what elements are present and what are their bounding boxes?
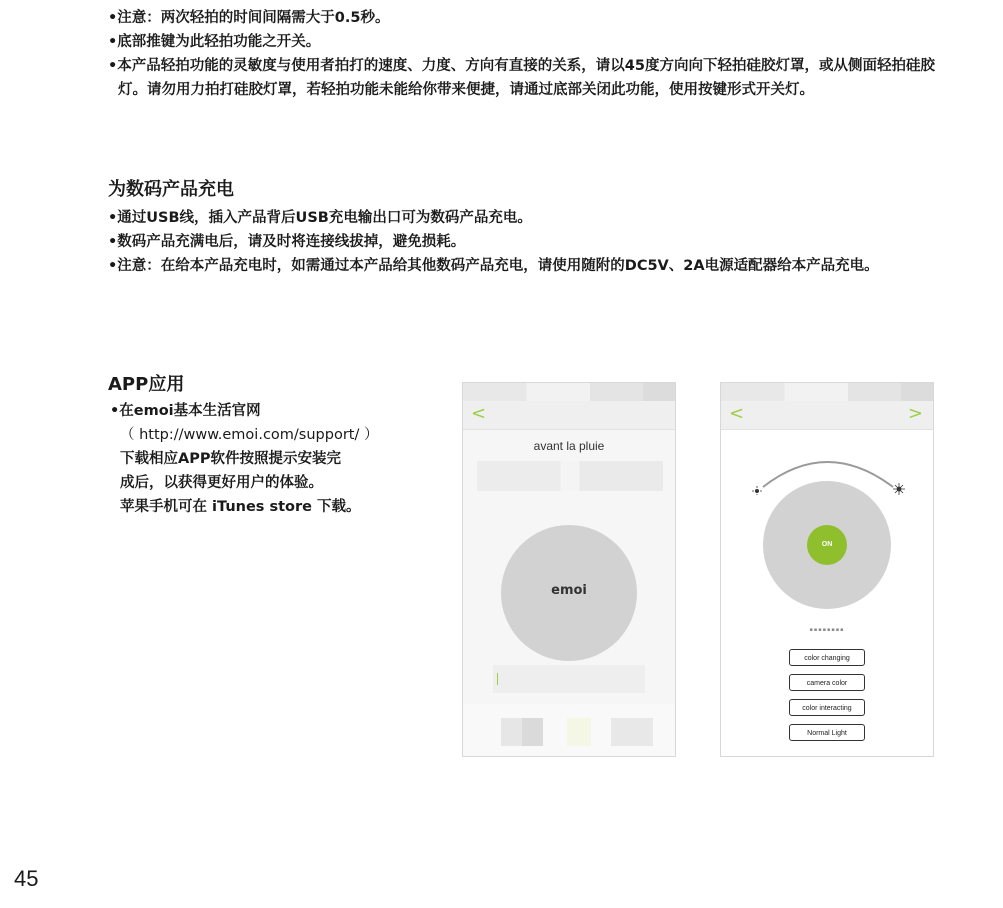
mode-normal-light-button[interactable]: Normal Light: [789, 724, 865, 741]
charging-list: [108, 206, 940, 278]
sun-small-icon: [752, 486, 762, 495]
charging-item: • 数码产品充满电后，请及时将连接线拔掉，避免损耗。: [108, 230, 940, 254]
charging-item: • 通过USB线，插入产品背后USB充电输出口可为数码产品充电。: [108, 206, 940, 230]
app-line: 下载相应APP软件按照提示安装完: [120, 451, 341, 467]
tab-item[interactable]: [611, 718, 653, 746]
back-arrow-icon[interactable]: <: [729, 403, 745, 424]
app-line: •在emoi基本生活官网: [110, 403, 261, 419]
nav-bar: [721, 401, 933, 430]
app-heading: APP应用: [108, 374, 185, 395]
note-item: • 底部推键为此轻拍功能之开关。: [108, 30, 940, 54]
phone-screenshot-control: [720, 382, 934, 757]
mode-hint-text: ▪▪▪▪▪▪▪▪: [809, 627, 845, 633]
bottom-tab-bar: [463, 704, 675, 756]
notes-list: [108, 6, 940, 102]
power-on-button[interactable]: ON: [807, 525, 847, 565]
phone-screenshot-home: [462, 382, 676, 757]
nav-bar: [463, 401, 675, 430]
blurred-row: [477, 461, 663, 491]
note-item: • 本产品轻拍功能的灵敏度与使用者拍打的速度、力度、方向有直接的关系，请以45度方向向下轻拍硅胶灯罩，或从侧面轻拍硅胶灯。请勿用力拍打硅胶灯罩，若轻拍功能未能给你带来便捷，请通过底部关闭此功能，使用按键形式开关灯。: [108, 54, 940, 102]
charging-item: • 注意：在给本产品充电时，如需通过本产品给其他数码产品充电，请使用随附的DC5V、2A电源适配器给本产品充电。: [108, 254, 940, 278]
tab-item[interactable]: [567, 718, 591, 746]
back-arrow-icon[interactable]: <: [471, 403, 487, 424]
mode-color-interacting-button[interactable]: color interacting: [789, 699, 865, 716]
app-line: 苹果手机可在 iTunes store 下载。: [120, 499, 361, 515]
lamp-control-circle[interactable]: [501, 525, 637, 661]
mode-color-changing-button[interactable]: color changing: [789, 649, 865, 666]
page-number: 45: [14, 866, 39, 891]
text-input-bar[interactable]: [493, 665, 645, 693]
support-url: （ http://www.emoi.com/support/ ）: [120, 427, 379, 443]
note-item: • 注意：两次轻拍的时间间隔需大于0.5秒。: [108, 6, 940, 30]
sun-large-icon: [893, 483, 905, 495]
device-name: avant la pluie: [533, 439, 605, 453]
text-cursor: [497, 673, 498, 685]
brand-label: emoi: [551, 583, 587, 598]
status-bar: [721, 383, 933, 401]
forward-arrow-icon[interactable]: >: [907, 403, 923, 424]
mode-camera-color-button[interactable]: camera color: [789, 674, 865, 691]
tab-item[interactable]: [501, 718, 543, 746]
app-line: 成后，以获得更好用户的体验。: [120, 475, 323, 491]
status-bar: [463, 383, 675, 401]
charging-heading: 为数码产品充电: [108, 179, 234, 200]
app-instructions: [110, 399, 430, 519]
brightness-dial[interactable]: [763, 481, 891, 609]
